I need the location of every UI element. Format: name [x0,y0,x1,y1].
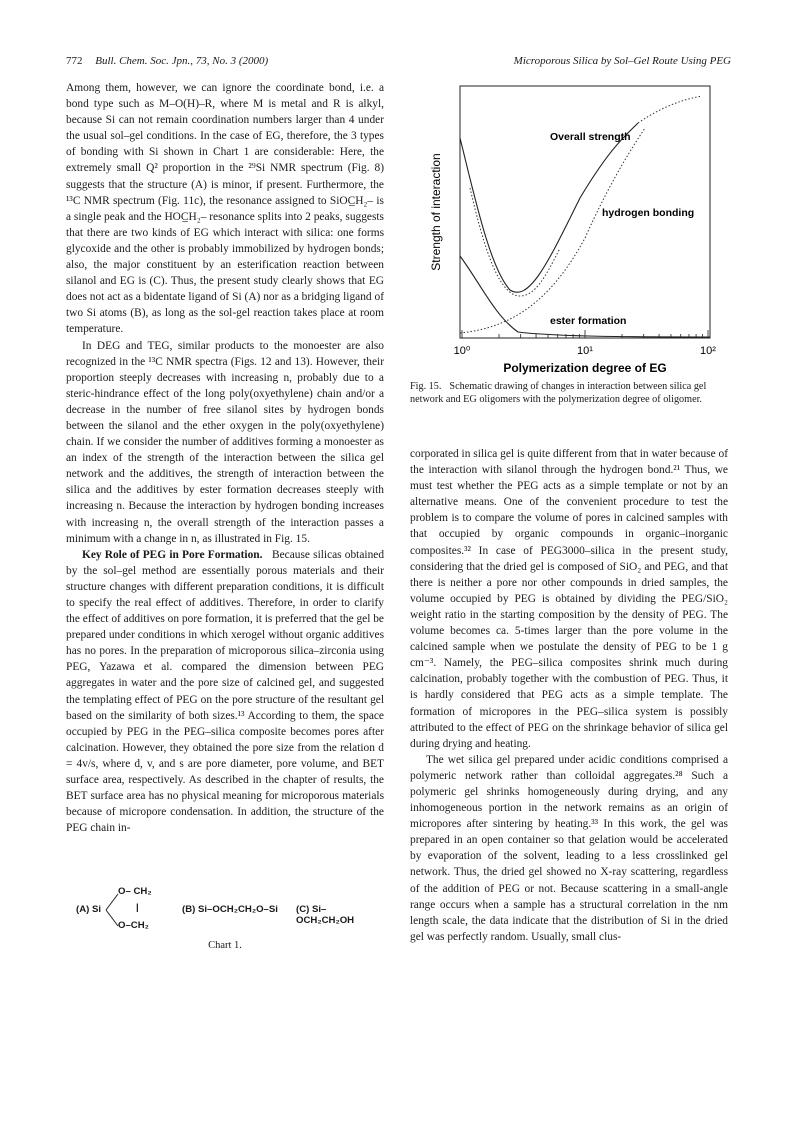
interaction-chart [410,78,728,378]
structure-a-bar: | [136,902,139,913]
right-column [410,446,728,945]
page-number: 772 [66,55,83,67]
overall-strength-extension [638,96,702,123]
structure-a-top: O– CH₂ [118,886,152,897]
paragraph: Among them, however, we can ignore the coordinate bond, i.e. a bond type such as M–O(H)–R, where M is metal and R is alkyl, because Si can not remain coordination numbers larger than 4 under the usual sol–gel conditions. In the case of EG, therefore, the 3 types of bonding with Si shown in Chart 1 are considerable: Here, the extremely small Q² proportion in the ²⁹Si NMR spectrum (Fig. 8) suggests that the structure (A) is minor, if present. Furthermore, the ¹³C NMR spectrum (Fig. 11c), the resonance assigned to SiOC̲H₂– is a single peak and the HOC̲H₂– resonance splits into 2 peaks, suggests that there are two kinds of EG which interact with silica: one forms glycoxide and the other is probably immobilized by hydrogen bonds; also, the major constituent by an esterification reaction between silanol and EG is (C). Thus, the present study clearly shows that EG does not act as a bidentate ligand of Si (A) nor as a bridging ligand of two Si atoms (B), as long as the sol-gel reaction takes place at room temperature. [66,82,384,336]
ester-formation-label: ester formation [550,315,627,327]
structure-a-label: (A) Si [76,904,102,915]
section-heading: Key Role of PEG in Pore Formation. [81,548,263,561]
chart-1-caption: Chart 1. [208,940,242,951]
structure-b-label: (B) Si–OCH₂CH₂O–Si [182,904,278,915]
paragraph: In DEG and TEG, similar products to the monoester are also recognized in the ¹³C NMR spectra (Figs. 12 and 13). However, their proportion steeply decreases with increasing n, probably due to a steric-hindrance effect of the long poly(oxyethylene) chain and/or a decrease in the number of free silanol sites by hydrogen bonds between the silanol and the ether oxygen in the poly(oxyethylene) chain. If we consider the number of additives forming a monoester as an index of the strength of the interaction between the silica gel network and the additives, the strength of interaction between the silica and the additives by ester formation decreases steeply with increasing n. Because the interaction by hydrogen bonding increases with increasing n, the overall strength of the interaction passes a minimum with a change in n, as illustrated in Fig. 15. [66,339,384,545]
structure-a-bottom: O–CH₂ [118,920,149,931]
x-axis-label: Polymerization degree of EG [503,361,667,375]
hydrogen-bonding-label: hydrogen bonding [602,207,695,219]
figure-15 [410,78,728,398]
running-header-left [66,55,268,67]
journal-citation: Bull. Chem. Soc. Jpn., 73, No. 3 (2000) [95,55,269,67]
left-column [66,80,384,836]
overall-strength-dotted-region [470,188,560,296]
x-tick-label-3: 10² [700,345,716,357]
hydrogen-bonding-curve [460,128,645,333]
structure-a-bonds [104,890,120,930]
paragraph-body: Because silicas obtained by the sol–gel method are essentially porous materials and their structure changes with different preparation conditions, it is difficult to specify the real effect of additives. Therefore, in order to clarify the effect of additives on pore formation, it is preferred that the gel be prepared under conditions in which xerogel without organic additives has no pores. In the preparation of microporous silica–zirconia using PEG, Yazawa et al. compared the dimension between PEG aggregates in water and the pore size of calcined gel, and suggested the templating effect of PEG on the pore structure of the resultant gel based on the similarity of both sizes.¹³ According to them, the space occupied by PEG in the PEG–silica composite becomes pores after calcination. However, they obtained the pore size from the relation d = 4v/s, where d, v, and s are pore diameter, pore volume, and BET surface area, respectively. As described in the chapter of results, the BET surface area has no physical meaning for microporous materials because of micropore condensation. In addition, the structure of the PEG chain in- [66,548,385,835]
overall-strength-label: Overall strength [550,131,631,143]
running-title: Microporous Silica by Sol–Gel Route Using PEG [513,55,731,67]
x-tick-label-2: 10¹ [577,345,593,357]
figure-caption [410,380,728,406]
x-tick-label-1: 10⁰ [453,345,471,357]
caption-label: Fig. 15. [410,381,442,392]
chart-1-structures [66,868,384,968]
caption-text: Schematic drawing of changes in interaction between silica gel network and EG oligomers with the polymerization degree of oligomer. [410,381,707,406]
paragraph [66,547,384,837]
paragraph: The wet silica gel prepared under acidic conditions comprised a polymeric network rather than colloidal aggregates.²⁸ Such a polymeric gel shrinks homogeneously during drying, and any inhomogeneous portion in the network remains as an origin of micropores after sintering by heating.³³ In this work, the gel was prepared in an open container so that gelation would be accelerated by evaporation of the solvent, leading to a less crosslinked gel network. Thus, the dried gel showed no X-ray scattering, regardless of the addition of PEG or not. Because scattering in a small-angle range occurs when a sample has a structural correlation in the nm length scale, the data indicate that the distribution of Si in the dried gel was perfectly random. Usually, small clus- [410,753,728,943]
y-axis-label: Strength of interaction [429,153,443,271]
paragraph: corporated in silica gel is quite different from that in water because of the interaction with silanol through the hydrogen bond.²¹ Thus, we must test whether the PEG acts as a simple template or not by an alternative means. One of the convenient procedure to test the problem is to compare the volume of pores in calcined samples with that occupied by organic compounds in organic–inorganic composites.³² In case of PEG3000–silica in the present study, considering that the dried gel is composed of SiO₂ and PEG, and that there is neither a pore nor other compounds in dried samples, the volume occupied by PEG is obtained by dividing the PEG/SiO₂ weight ratio in the starting composition by the density of PEG. The volume becomes ca. 5-times larger than the pore volume in the calcined sample when we postulate the density of PEG to be 1 g cm⁻³. Namely, the PEG–silica composites shrink much during calcination, probably together with the combustion of PEG. Thus, it is hardly considered that PEG acts as a simple template. The formation of micropores in the PEG–silica system is possibly attributed to the effect of PEG on the shrinkage behavior of silica gel during drying and heating. [410,448,728,750]
structure-c-label: (C) Si–OCH₂CH₂OH [296,904,355,926]
